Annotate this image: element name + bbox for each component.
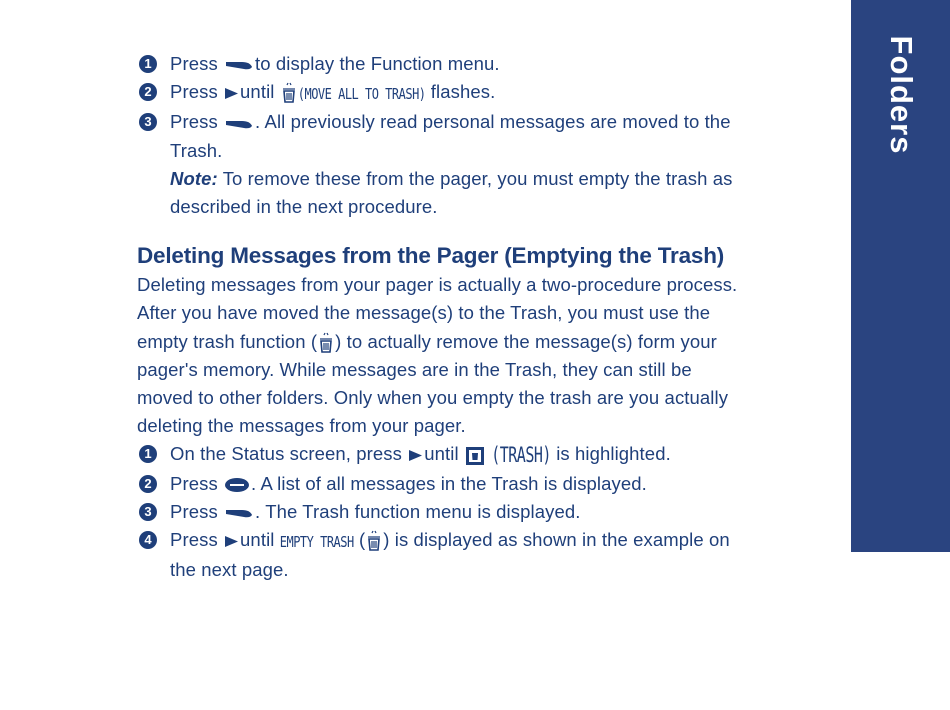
step-text: the next page. (170, 559, 289, 581)
paragraph-line: moved to other folders. Only when you empty the trash are you actually (137, 387, 729, 409)
step-text: Trash. (170, 139, 223, 161)
step-text: until (240, 81, 275, 103)
step-text: until (424, 443, 459, 465)
section-heading: Deleting Messages from the Pager (Emptying the Trash) (137, 243, 725, 269)
step-text: On the Status screen, press (170, 443, 403, 465)
step-text: Press (170, 111, 218, 133)
step-4 (137, 526, 827, 556)
step-number: 2 (139, 83, 157, 101)
note (137, 165, 827, 193)
trash-can-icon (281, 82, 297, 104)
step-text: Press (170, 500, 218, 522)
step-text: to display the Function menu. (255, 53, 500, 74)
lcd-text: (TRASH) (491, 442, 551, 468)
note-label: Note: (170, 167, 218, 189)
function-key-icon (224, 59, 254, 71)
folders-side-tab (851, 0, 950, 552)
paragraph-text: ) to actually remove the message(s) form your (335, 330, 717, 352)
right-arrow-key-icon (224, 535, 239, 548)
step-1 (137, 50, 827, 78)
step-4-continued (137, 556, 827, 584)
step-text: Press (170, 472, 218, 494)
page-content (137, 50, 827, 584)
side-tab-label: Folders (883, 35, 919, 155)
step-text: . All previously read personal messages are moved to the (255, 111, 731, 133)
step-number: 3 (139, 503, 157, 521)
lcd-text: (MOVE ALL TO TRASH) (297, 85, 426, 103)
trash-can-icon (366, 530, 382, 552)
paragraph-line (137, 328, 827, 356)
note-continued (137, 193, 827, 221)
step-text: ) is displayed as shown in the example on (383, 529, 730, 551)
function-key-icon (224, 118, 254, 130)
step-text: Press (170, 53, 218, 74)
right-arrow-key-icon (408, 449, 423, 462)
step-text: until (240, 529, 275, 551)
paragraph-text: empty trash function ( (137, 330, 318, 352)
note-text: To remove these from the pager, you must empty the trash as (222, 167, 733, 189)
step-text: Press (170, 529, 218, 551)
step-2 (137, 78, 827, 108)
step-text: . The Trash function menu is displayed. (255, 500, 581, 522)
step-number: 2 (139, 475, 157, 493)
trash-folder-icon (465, 446, 485, 466)
step-1 (137, 440, 827, 469)
step-number: 4 (139, 531, 157, 549)
step-3 (137, 108, 827, 136)
step-number: 1 (139, 445, 157, 463)
step-number: 1 (139, 55, 157, 73)
paragraph-line: deleting the messages from your pager. (137, 415, 466, 437)
step-text: is highlighted. (556, 443, 671, 465)
paragraph-line: Deleting messages from your pager is actually a two-procedure process. (137, 274, 738, 296)
step-2 (137, 470, 827, 498)
step-text: ( (358, 529, 366, 551)
read-key-icon (224, 477, 250, 493)
step-3 (137, 498, 827, 526)
lcd-text: EMPTY TRASH (279, 533, 354, 551)
step-text: . A list of all messages in the Trash is displayed. (251, 472, 647, 494)
step-text: flashes. (430, 81, 496, 103)
note-text: described in the next procedure. (170, 196, 438, 218)
step-3-continued (137, 137, 827, 165)
intro-paragraph (137, 271, 827, 440)
step-text: Press (170, 81, 218, 103)
right-arrow-key-icon (224, 87, 239, 100)
paragraph-line: pager's memory. While messages are in the Trash, they can still be (137, 358, 692, 380)
trash-can-icon (318, 332, 334, 354)
function-key-icon (224, 507, 254, 519)
paragraph-line: After you have moved the message(s) to the Trash, you must use the (137, 302, 711, 324)
step-number: 3 (139, 113, 157, 131)
